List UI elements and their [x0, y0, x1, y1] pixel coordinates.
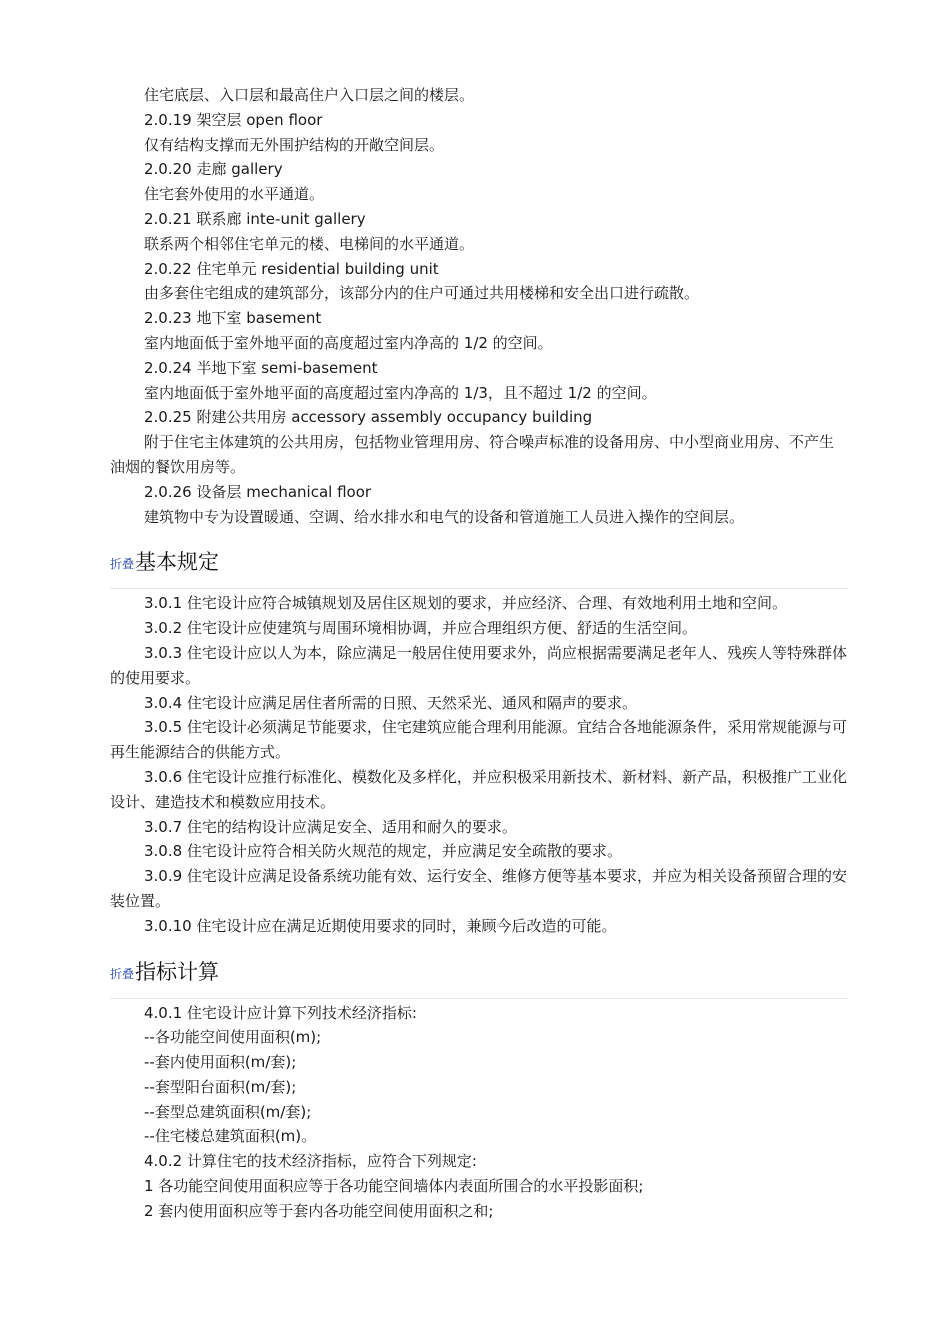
paragraph: 住宅套外使用的水平通道。 [144, 185, 325, 204]
document-page [110, 83, 848, 1224]
section-title: 基本规定 [135, 550, 220, 575]
clause: 3.0.2 住宅设计应使建筑与周围环境相协调，并应合理组织方便、舒适的生活空间。 [144, 619, 697, 638]
list-item: --套型总建筑面积(m/套); [144, 1102, 312, 1121]
definitions-block [110, 83, 848, 529]
clause: 3.0.8 住宅设计应符合相关防火规范的规定，并应满足安全疏散的要求。 [144, 842, 622, 861]
paragraph: 建筑物中专为设置暖通、空调、给水排水和电气的设备和管道施工人员进入操作的空间层。 [144, 507, 745, 526]
paragraph: 仅有结构支撑而无外围护结构的开敞空间层。 [144, 135, 445, 154]
clause: 3.0.1 住宅设计应符合城镇规划及居住区规划的要求，并应经济、合理、有效地利用土地和空间。 [144, 594, 787, 613]
term-heading: 2.0.23 地下室 basement [144, 309, 322, 328]
paragraph: 联系两个相邻住宅单元的楼、电梯间的水平通道。 [144, 234, 475, 253]
paragraph: 住宅底层、入口层和最高住户入口层之间的楼层。 [144, 86, 475, 104]
clause: 3.0.5 住宅设计必须满足节能要求，住宅建筑应能合理利用能源。宜结合各地能源条件，采用常规能源与可再生能源结合的供能方式。 [110, 718, 847, 762]
list-item: 2 套内使用面积应等于套内各功能空间使用面积之和; [144, 1201, 494, 1220]
list-item: --各功能空间使用面积(m); [144, 1028, 322, 1047]
term-heading: 2.0.26 设备层 mechanical floor [144, 482, 372, 501]
clause: 3.0.6 住宅设计应推行标准化、模数化及多样化，并应积极采用新技术、新材料、新产品，积极推广工业化设计、建造技术和模数应用技术。 [110, 767, 847, 811]
paragraph: 由多套住宅组成的建筑部分，该部分内的住户可通过共用楼梯和安全出口进行疏散。 [144, 284, 700, 303]
term-heading: 2.0.21 联系廊 inte-unit gallery [144, 209, 366, 228]
paragraph: 室内地面低于室外地平面的高度超过室内净高的 1/2 的空间。 [144, 333, 553, 352]
collapse-toggle-link[interactable]: 折叠 [110, 557, 135, 572]
clause: 3.0.3 住宅设计应以人为本，除应满足一般居住使用要求外，尚应根据需要满足老年人、残疾人等特殊群体的使用要求。 [110, 643, 847, 687]
section-divider [110, 998, 848, 999]
term-heading: 2.0.20 走廊 gallery [144, 160, 283, 179]
term-heading: 2.0.24 半地下室 semi-basement [144, 358, 378, 377]
clause: 4.0.2 计算住宅的技术经济指标，应符合下列规定: [144, 1152, 477, 1171]
term-heading: 2.0.19 架空层 open floor [144, 110, 323, 129]
collapse-toggle-link[interactable]: 折叠 [110, 966, 135, 981]
clause: 3.0.4 住宅设计应满足居住者所需的日照、天然采光、通风和隔声的要求。 [144, 693, 637, 712]
paragraph: 室内地面低于室外地平面的高度超过室内净高的 1/3，且不超过 1/2 的空间。 [144, 383, 657, 402]
section-body-indicator-calc [110, 1001, 848, 1224]
clause: 3.0.7 住宅的结构设计应满足安全、适用和耐久的要求。 [144, 817, 517, 836]
term-heading: 2.0.25 附建公共用房 accessory assembly occupancy building [144, 408, 593, 427]
section-divider [110, 588, 848, 589]
clause: 3.0.10 住宅设计应在满足近期使用要求的同时，兼顾今后改造的可能。 [144, 916, 617, 935]
section-body-basic-rules [110, 591, 848, 938]
clause: 4.0.1 住宅设计应计算下列技术经济指标: [144, 1003, 417, 1022]
clause: 3.0.9 住宅设计应满足设备系统功能有效、运行安全、维修方便等基本要求，并应为相关设备预留合理的安装位置。 [110, 867, 847, 910]
list-item: --套型阳台面积(m/套); [144, 1077, 297, 1096]
term-heading: 2.0.22 住宅单元 residential building unit [144, 259, 439, 278]
list-item: --住宅楼总建筑面积(m)。 [144, 1127, 317, 1146]
section-header-basic-rules [110, 539, 848, 575]
paragraph: 附于住宅主体建筑的公共用房，包括物业管理用房、符合噪声标准的设备用房、中小型商业用房、不产生油烟的餐饮用房等。 [110, 433, 835, 476]
list-item: 1 各功能空间使用面积应等于各功能空间墙体内表面所围合的水平投影面积; [144, 1177, 644, 1196]
list-item: --套内使用面积(m/套); [144, 1053, 297, 1072]
section-header-indicator-calc [110, 949, 848, 985]
section-title: 指标计算 [135, 959, 220, 984]
